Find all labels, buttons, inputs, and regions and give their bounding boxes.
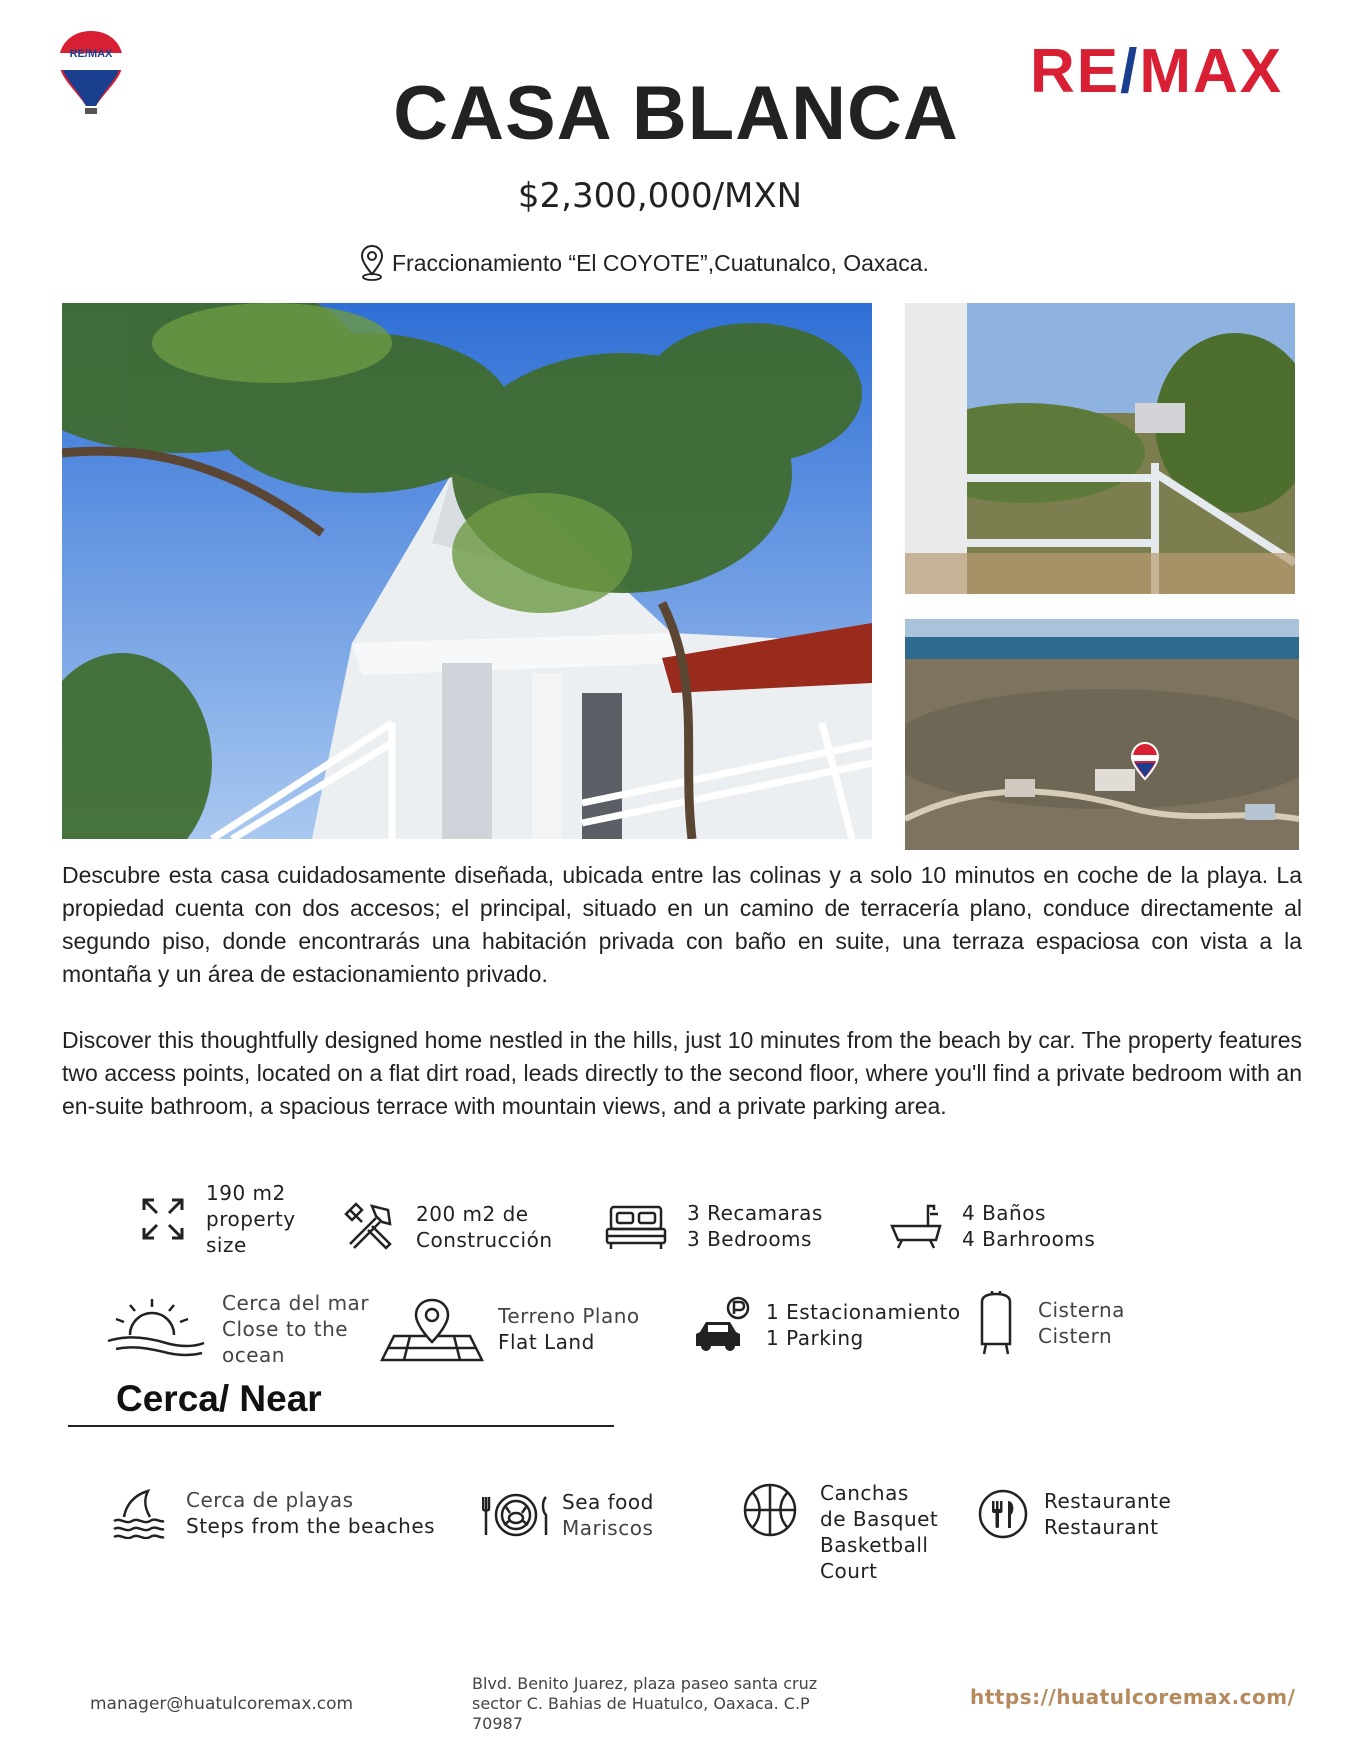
aerial-view-photo [905, 619, 1299, 850]
divider [68, 1425, 614, 1427]
price: $2,300,000/MXN [517, 176, 803, 216]
basketball-icon [742, 1482, 798, 1538]
feature-line: Cerca del mar [222, 1291, 370, 1315]
footer-address-line: Blvd. Benito Juarez, plaza paseo santa cruz [472, 1674, 818, 1693]
feature-near-sea [106, 1290, 369, 1368]
feature-parking [694, 1296, 961, 1354]
footer-address-line: 70987 [472, 1714, 523, 1733]
footer-address-line: sector C. Bahias de Huatulco, Oaxaca. C.P [472, 1694, 810, 1713]
feature-bathrooms [890, 1200, 1095, 1252]
feature-line: Court [820, 1559, 878, 1583]
website-link[interactable]: https://huatulcoremax.com/ [970, 1685, 1296, 1709]
car-parking-icon [694, 1296, 752, 1354]
fork-knife-icon [978, 1489, 1028, 1539]
map-pin-icon [380, 1296, 484, 1362]
feature-line: Basketball [820, 1533, 929, 1557]
feature-line: Restaurant [1044, 1515, 1159, 1539]
feature-line: Terreno Plano [498, 1304, 640, 1328]
feature-line: Close to the [222, 1317, 349, 1341]
feature-line: Canchas [820, 1481, 909, 1505]
feature-line: Flat Land [498, 1330, 595, 1354]
feature-line: Construcción [416, 1228, 553, 1252]
feature-line: ocean [222, 1343, 285, 1367]
feature-flat-land [380, 1296, 640, 1362]
feature-construction [342, 1200, 553, 1254]
address-text: Fraccionamiento “El COYOTE”,Cuatunalco, Oaxaca. [392, 249, 929, 276]
description-es: Descubre esta casa cuidadosamente diseñada, ubicada entre las colinas y a solo 10 minutos en coche de la playa. La propiedad cuenta con dos accesos; el principal, situado en un camino de terracería plano, conduce directamente al segundo piso, donde encontrarás una habitación privada con baño en suite, una terraza espaciosa con vista a la montaña y un área de estacionamiento privado. [62, 862, 1302, 987]
terrace-view-photo [905, 303, 1295, 594]
near-basketball [742, 1480, 938, 1584]
feature-line: Cisterna [1038, 1298, 1125, 1322]
feature-line: Cerca de playas [186, 1488, 354, 1512]
feature-line: de Basquet [820, 1507, 939, 1531]
address [360, 244, 929, 282]
location-pin-icon [360, 244, 384, 282]
near-seafood [482, 1489, 654, 1541]
feature-bedrooms [605, 1200, 823, 1252]
feature-line: 3 Recamaras [687, 1201, 823, 1225]
feature-line: 1 Parking [766, 1326, 864, 1350]
feature-line: 190 m2 [206, 1181, 286, 1205]
feature-property-size [140, 1180, 296, 1258]
crab-plate-icon [482, 1491, 550, 1539]
feature-line: Restaurante [1044, 1489, 1172, 1513]
feature-cistern [976, 1290, 1125, 1356]
bed-icon [605, 1201, 667, 1251]
tools-icon [342, 1200, 396, 1254]
wordmark-slash: / [1120, 37, 1140, 106]
feature-line: Mariscos [562, 1516, 654, 1540]
footer-email[interactable]: manager@huatulcoremax.com [90, 1694, 354, 1714]
bathtub-icon [890, 1200, 942, 1252]
feature-line: 1 Estacionamiento [766, 1300, 961, 1324]
expand-arrows-icon [140, 1196, 186, 1242]
near-restaurant [978, 1488, 1171, 1540]
balloon-text: RE/MAX [69, 48, 113, 60]
feature-line: Steps from the beaches [186, 1514, 436, 1538]
water-tank-icon [976, 1290, 1016, 1356]
feature-line: Sea food [562, 1490, 654, 1514]
feature-line: Cistern [1038, 1324, 1113, 1348]
wordmark-left: RE [1030, 37, 1121, 106]
near-beaches [112, 1487, 435, 1539]
near-title: Cerca/ Near [116, 1378, 322, 1419]
wordmark-right: MAX [1139, 37, 1284, 106]
feature-line: 3 Bedrooms [687, 1227, 812, 1251]
shark-waves-icon [112, 1487, 166, 1539]
main-house-photo [62, 303, 872, 839]
page-title: CASA BLANCA [393, 71, 959, 156]
feature-line: size [206, 1233, 247, 1257]
sunset-sea-icon [106, 1293, 206, 1365]
footer-address [472, 1674, 817, 1734]
feature-line: property [206, 1207, 296, 1231]
description-en: Discover this thoughtfully designed home nestled in the hills, just 10 minutes from the beach by car. The property features two access points, located on a flat dirt road, leads directly to the second floor, where you'll find a private bedroom with an en-suite bathroom, a spacious terrace with mountain views, and a private parking area. [62, 1027, 1302, 1119]
feature-line: 200 m2 de [416, 1202, 529, 1226]
feature-line: 4 Barhrooms [962, 1227, 1096, 1251]
feature-line: 4 Baños [962, 1201, 1046, 1225]
